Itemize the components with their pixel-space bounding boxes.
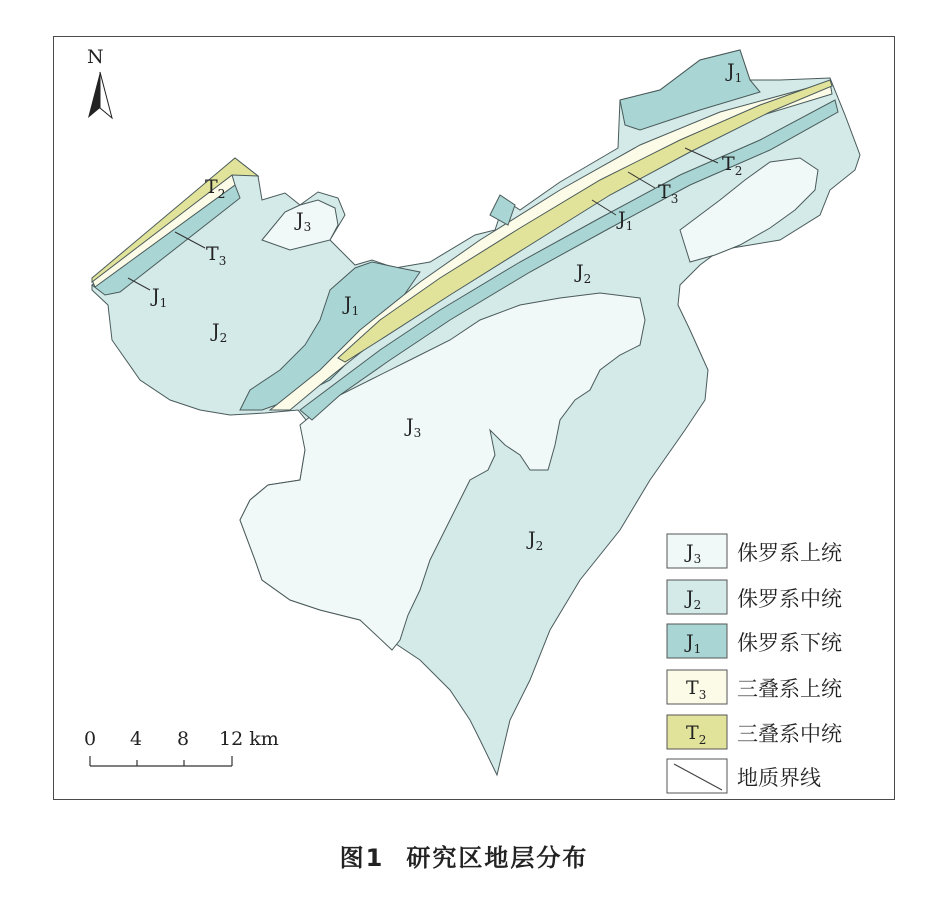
map-label-t2-nw: $T_2$ [205,176,226,201]
legend-symbol-t2: $T_2$ [686,722,707,747]
legend-label-j1: 侏罗系下统 [737,631,842,655]
map-label-t3-ne: $T_3$ [658,181,679,206]
legend-label-boundary: 地质界线 [737,766,821,790]
scale-tick-12km: 12 km [219,728,279,750]
map-label-t2-ne: $T_2$ [722,153,743,178]
figure-caption [0,838,928,873]
map-label-t3-nw: $T_3$ [206,243,227,268]
leader-t2-ne [685,148,718,163]
leader-t3-ne [628,172,655,188]
map-label-j1-nw: $J_1$ [152,285,168,310]
legend-label-j3: 侏罗系上统 [737,541,842,565]
scale-tick-8: 8 [177,728,190,750]
map-label-j1-belt: $J_1$ [618,208,634,233]
map-label-j2-south: $J_2$ [528,528,544,553]
map-label-j2-ne: $J_2$ [576,261,592,286]
legend-label-j2: 侏罗系中统 [737,587,842,611]
scale-tick-0: 0 [84,728,97,750]
figure-title: 研究区地层分布 [406,844,589,872]
legend-symbol-j3: $J_3$ [686,541,702,566]
map-label-j3-nw: $J_3$ [296,209,312,234]
legend-symbol-j1: $J_1$ [686,631,702,656]
north-label: N [87,46,104,68]
legend [667,534,842,793]
leader-j1-ne [592,200,616,215]
legend-symbol-j2: $J_2$ [686,587,702,612]
map-label-j2-nw: $J_2$ [212,320,228,345]
figure-number: 图1 [339,844,385,872]
scale-bar [90,756,232,766]
leader-j1-nw [128,278,150,290]
map-label-j1-ne: $J_1$ [727,60,743,85]
legend-label-t3: 三叠系上统 [737,677,842,701]
map-label-j3-south: $J_3$ [406,415,422,440]
legend-label-t2: 三叠系中统 [737,722,842,746]
legend-symbol-t3: $T_3$ [686,677,707,702]
map-label-j1-mid: $J_1$ [344,293,360,318]
leader-t3-nw [175,232,205,248]
north-arrow-icon [88,72,112,118]
scale-tick-4: 4 [130,728,143,750]
